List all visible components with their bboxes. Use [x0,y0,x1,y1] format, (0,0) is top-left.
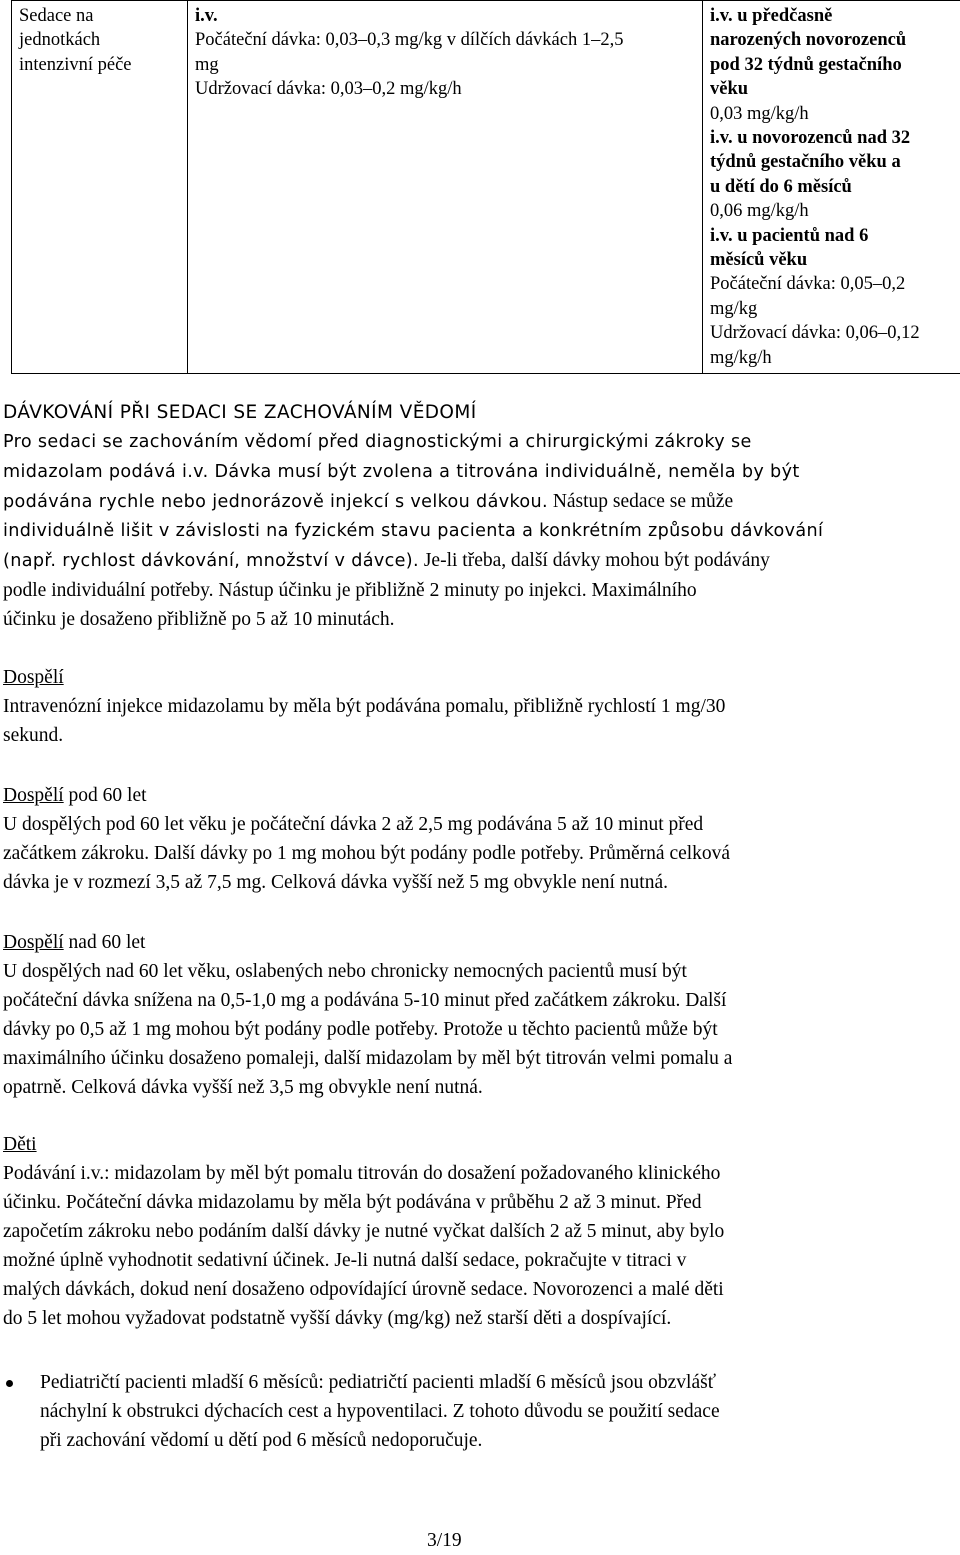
cell-line-heading: u dětí do 6 měsíců [710,175,960,199]
text-line: U dospělých nad 60 let věku, oslabených nebo chronicky nemocných pacientů musí být [3,957,953,986]
table-cell-pediatric-dose [703,1,960,374]
page-number: 3/19 [427,1526,462,1555]
subsection-title-rest: nad 60 let [64,932,146,953]
cell-line: Počáteční dávka: 0,03–0,3 mg/kg v dílčích dávkách 1–2,5 [195,28,696,52]
table-cell-setting [12,1,188,374]
text-line [3,546,953,576]
subsection-title [3,781,953,810]
text-line: opatrně. Celková dávka vyšší než 3,5 mg obvykle není nutná. [3,1073,953,1102]
cell-line: mg [195,53,696,77]
text-line: do 5 let mohou vyžadovat podstatně vyšší dávky (mg/kg) než starší děti a dospívající. [3,1304,953,1333]
cell-line: Sedace na [19,4,181,28]
text-line: individuálně lišit v závislosti na fyzickém stavu pacienta a konkrétním způsobu dávkování [3,517,953,546]
cell-line-heading: věku [710,77,960,101]
cell-line-heading: i.v. u předčasně [710,4,960,28]
subsection-title: Dospělí [3,663,953,692]
text-line: náchylní k obstrukci dýchacích cest a hypoventilaci. Z tohoto důvodu se použití sedace [40,1397,958,1426]
cell-line: intenzivní péče [19,53,181,77]
subsection-title: Děti [3,1130,953,1159]
text-line: začátkem zákroku. Další dávky po 1 mg mohou být podány podle potřeby. Průměrná celková [3,839,953,868]
text-line: účinku. Počáteční dávka midazolamu by měla být podávána v průběhu 2 až 3 minut. Před [3,1188,953,1217]
text-line: dávky po 0,5 až 1 mg mohou být podány podle potřeby. Protože u těchto pacientů může být [3,1015,953,1044]
cell-line-heading: i.v. u pacientů nad 6 [710,224,960,248]
cell-line-value: 0,06 mg/kg/h [710,199,960,223]
text-run: midazolam podává i.v. [3,462,209,482]
subsection-title-underlined: Dospělí [3,785,64,806]
text-line: Podávání i.v.: midazolam by měl být pomalu titrován do dosažení požadovaného klinického [3,1159,953,1188]
cell-line-heading: měsíců věku [710,248,960,272]
text-line: možné úplně vyhodnotit sedativní účinek. Je-li nutná další sedace, pokračujte v titraci v [3,1246,953,1275]
cell-line-value: 0,03 mg/kg/h [710,102,960,126]
text-line [3,487,953,517]
cell-line-value: Počáteční dávka: 0,05–0,2 [710,272,960,296]
cell-line-value: mg/kg/h [710,346,960,370]
text-line: Intravenózní injekce midazolamu by měla být podávána pomalu, přibližně rychlostí 1 mg/30 [3,692,953,721]
cell-line-heading: i.v. u novorozenců nad 32 [710,126,960,150]
text-line: při zachování vědomí u dětí pod 6 měsíců nedoporučuje. [40,1426,958,1455]
text-line: malých dávkách, dokud není dosaženo odpovídající úrovně sedace. Novorozenci a malé děti [3,1275,953,1304]
subsection-title-underlined: Dospělí [3,932,64,953]
cell-line-heading: týdnů gestačního věku a [710,150,960,174]
text-line: dávka je v rozmezí 3,5 až 7,5 mg. Celková dávka vyšší než 5 mg obvykle není nutná. [3,868,953,897]
dosage-table [11,0,960,374]
text-run: Je-li třeba, další dávky mohou být podávány [419,550,770,571]
text-run: podávána rychle nebo jednorázově injekcí s velkou dávkou. [3,492,548,512]
text-line: maximálního účinku dosaženo pomaleji, další midazolam by měl být titrován velmi pomalu a [3,1044,953,1073]
adults-over-60-section [3,928,953,1102]
text-run: Nástup sedace se může [548,491,733,512]
text-line: Pediatričtí pacienti mladší 6 měsíců: pediatričtí pacienti mladší 6 měsíců jsou obzvlášť [40,1368,958,1397]
bullet-dot-icon [6,1380,13,1387]
cell-line: jednotkách [19,28,181,52]
cell-line-route: i.v. [195,4,696,28]
cell-line: Udržovací dávka: 0,03–0,2 mg/kg/h [195,77,696,101]
text-line: Pro sedaci se zachováním vědomí před diagnostickými a chirurgickými zákroky se [3,428,953,457]
text-line [3,457,953,487]
table-cell-general-dose [188,1,703,374]
cell-line-value: Udržovací dávka: 0,06–0,12 [710,321,960,345]
text-line: započetím zákroku nebo podáním další dávky je nutné vyčkat dalších 2 až 5 minut, aby bylo [3,1217,953,1246]
text-line [3,576,953,605]
bullet-text [40,1368,958,1455]
text-line: účinku je dosaženo přibližně po 5 až 10 minutách. [3,605,953,634]
text-line: U dospělých pod 60 let věku je počáteční dávka 2 až 2,5 mg podávána 5 až 10 minut před [3,810,953,839]
cell-line-value: mg/kg [710,297,960,321]
adults-under-60-section [3,781,953,897]
subsection-title-rest: pod 60 let [64,785,147,806]
text-run: podle individuální potřeby. [3,580,214,601]
text-run: Dávka musí být zvolena a titrována individuálně, neměla by být [209,462,800,482]
text-run: (např. rychlost dávkování, množství v dávce). [3,551,419,571]
text-line: počáteční dávka snížena na 0,5-1,0 mg a podávána 5-10 minut před začátkem zákroku. Další [3,986,953,1015]
adults-section [3,663,953,750]
cell-line-heading: narozených novorozenců [710,28,960,52]
cell-line-heading: pod 32 týdnů gestačního [710,53,960,77]
section-heading: DÁVKOVÁNÍ PŘI SEDACI SE ZACHOVÁNÍM VĚDOMÍ [3,398,953,427]
subsection-title [3,928,953,957]
children-section [3,1130,953,1333]
text-run: Nástup účinku je přibližně 2 minuty po injekci. Maximálního [214,580,697,601]
text-line: sekund. [3,721,953,750]
intro-paragraph [3,428,953,634]
table-row [12,1,960,374]
